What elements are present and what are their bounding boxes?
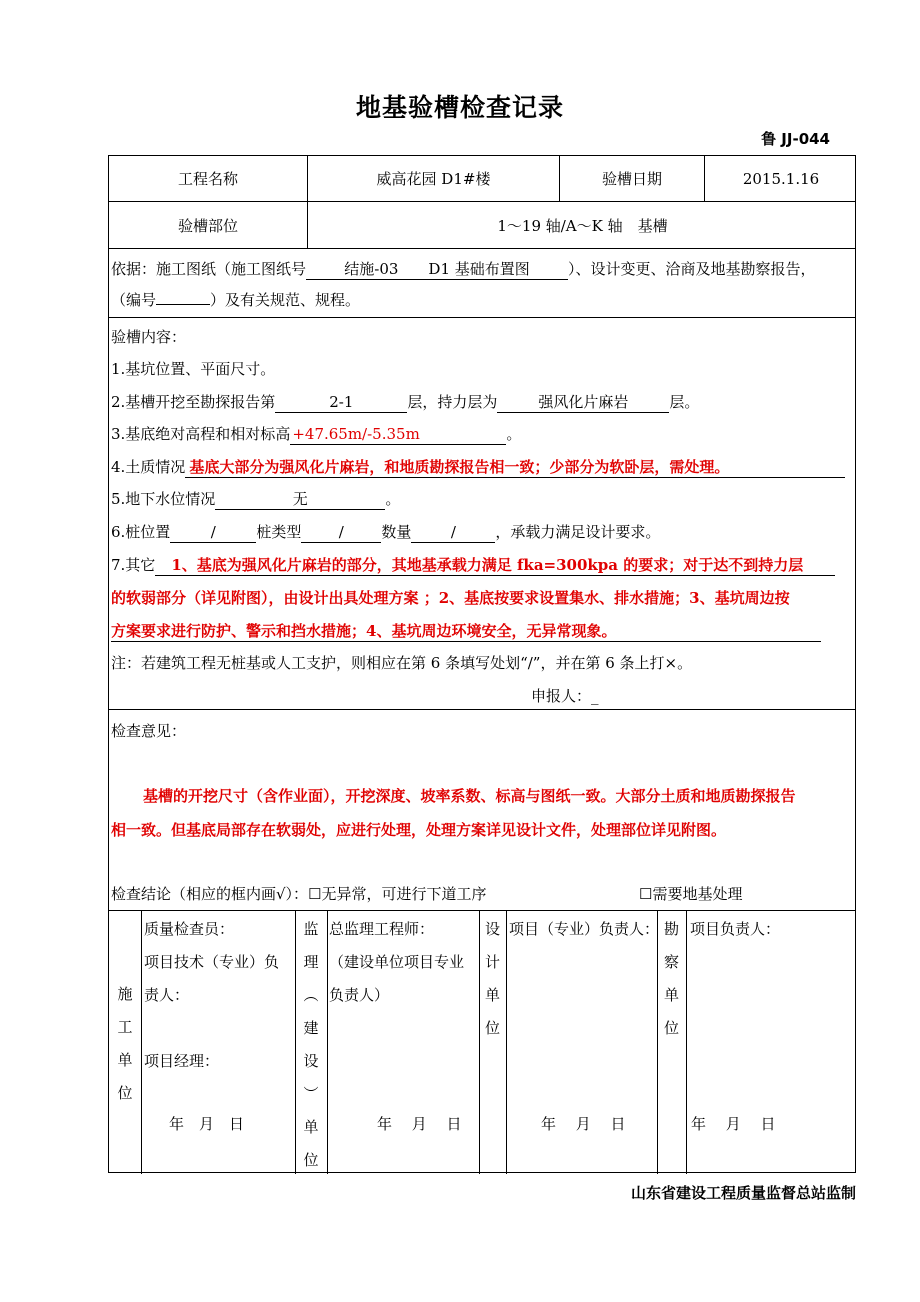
date-value: 2015.1.16	[742, 169, 820, 188]
note: 注：若建筑工程无桩基或人工支护，则相应在第 6 条填写处划“/”，并在第 6 条上打×。	[111, 654, 693, 672]
col-divider	[506, 910, 507, 1174]
item-4-text: 4.土质情况	[111, 458, 186, 476]
row-divider	[109, 248, 855, 249]
option-no-abnormality[interactable]: ☐无异常，可进行下道工序	[308, 885, 487, 903]
survey-sign-date: 年 月 日	[691, 1115, 776, 1133]
label-char: ︵	[303, 986, 319, 1004]
basis-line-1	[111, 259, 816, 280]
item-4	[111, 457, 845, 478]
basis-line-2	[111, 290, 360, 310]
item-2	[111, 392, 699, 413]
option-foundation-treatment[interactable]: ☐需要地基处理	[639, 885, 743, 903]
other-notes-line-3: 方案要求进行防护、警示和挡水措施；4、基坑周边环境安全，无异常现象。	[111, 622, 821, 642]
label-char: 建	[303, 1019, 319, 1037]
design-sign-date: 年 月 日	[541, 1115, 626, 1133]
construction-unit-label	[109, 978, 141, 1110]
item-6	[111, 522, 660, 543]
basis-line2-suffix: ）及有关规范、规程。	[210, 291, 361, 309]
inspection-heading: 检查意见：	[111, 722, 187, 740]
location-value: 1～19 轴/A～K 轴 基槽	[497, 216, 668, 235]
pile-type-value: /	[301, 523, 381, 543]
basis-line2-prefix: （编号	[111, 291, 157, 309]
label-char: 单	[117, 1051, 133, 1069]
issuer-footer: 山东省建设工程质量监督总站监制	[630, 1184, 856, 1202]
item-6-text-d: ，承载力满足设计要求。	[495, 523, 661, 541]
label-char: ︶	[303, 1085, 319, 1103]
item-6-text-b: 桩类型	[256, 523, 302, 541]
form-code: 鲁 JJ-044	[761, 130, 830, 148]
col-divider	[327, 910, 328, 1174]
report-number-blank	[156, 304, 210, 305]
supervision-sign-date: 年 月 日	[377, 1115, 462, 1133]
pile-quantity-value: /	[411, 523, 495, 543]
label-char: 设	[484, 920, 500, 938]
label-char: 位	[117, 1084, 133, 1102]
label-char: 施	[117, 985, 133, 1003]
item-3	[111, 424, 521, 445]
soil-condition-value: 基底大部分为强风化片麻岩，和地质勘探报告相一致；少部分为软卧层，需处理。	[185, 458, 845, 478]
row-divider	[109, 910, 855, 911]
opinion-line-2: 相一致。但基底局部存在软弱处，应进行处理，处理方案详见设计文件，处理部位详见附图。	[111, 821, 727, 839]
label-char: 设	[303, 1052, 319, 1070]
drawing-number: 结施-03 D1 基础布置图	[306, 260, 568, 280]
other-notes-line-1: 1、基底为强风化片麻岩的部分，其地基承载力满足 fka=300kpa 的要求；对于达不到持力层	[155, 556, 835, 576]
conclusion-label: 检查结论（相应的框内画√）：	[111, 885, 309, 903]
applicant: 申报人：_	[531, 687, 599, 705]
item-2-text: 2.基槽开挖至勘探报告第	[111, 393, 276, 411]
qc-inspector-label: 质量检查员：	[144, 920, 235, 938]
item-7-line-1	[111, 555, 835, 576]
survey-unit-label	[657, 913, 686, 1045]
inspection-form	[108, 155, 856, 1173]
location-label: 验槽部位	[177, 216, 238, 235]
item-2-text-b: 层，持力层为	[407, 393, 498, 411]
item-6-text: 6.桩位置	[111, 523, 171, 541]
project-manager-label: 项目经理：	[144, 1052, 220, 1070]
conclusion-row	[111, 884, 487, 904]
item-6-text-c: 数量	[381, 523, 412, 541]
label-char: 察	[663, 953, 679, 971]
item-1: 1.基坑位置、平面尺寸。	[111, 360, 276, 378]
item-3-text: 3.基底绝对高程和相对标高	[111, 425, 291, 443]
design-lead-label: 项目（专业）负责人：	[509, 920, 660, 938]
item-7-text: 7.其它	[111, 556, 156, 574]
bearing-layer: 强风化片麻岩	[497, 393, 669, 413]
elevation-value: +47.65m/-5.35m	[290, 425, 506, 445]
supervision-unit-label	[295, 913, 327, 1177]
tech-lead-label-1: 项目技术（专业）负	[144, 953, 280, 971]
pile-position-value: /	[170, 523, 256, 543]
label-char: 位	[484, 1019, 500, 1037]
label-char: 理	[303, 953, 319, 971]
item-5-end: 。	[385, 490, 401, 508]
project-name-label: 工程名称	[177, 170, 238, 188]
opinion-line-1: 基槽的开挖尺寸（含作业面），开挖深度、坡率系数、标高与图纸一致。大部分土质和地质勘探报告	[143, 787, 796, 805]
label-char: 单	[484, 986, 500, 1004]
other-notes-line-2: 的软弱部分（详见附图），由设计出具处理方案 ；2、基底按要求设置集水、排水措施；3、基坑周边按	[111, 589, 790, 607]
date-label: 验槽日期	[601, 170, 662, 188]
tech-lead-label-2: 责人：	[144, 986, 190, 1004]
row-divider	[109, 709, 855, 710]
basis-suffix: ）、设计变更、洽商及地基勘察报告，	[568, 260, 816, 278]
excavation-layer: 2-1	[275, 393, 407, 413]
label-char: 单	[303, 1118, 319, 1136]
item-7-line-3	[111, 621, 821, 642]
owner-lead-label-1: （建设单位项目专业	[329, 953, 465, 971]
content-heading: 验槽内容：	[111, 328, 187, 346]
construction-sign-date: 年 月 日	[169, 1115, 245, 1133]
label-char: 计	[484, 953, 500, 971]
label-char: 勘	[663, 920, 679, 938]
row-divider	[109, 317, 855, 318]
groundwater-value: 无	[215, 490, 385, 510]
item-5	[111, 489, 400, 510]
label-char: 位	[303, 1151, 319, 1169]
label-char: 单	[663, 986, 679, 1004]
label-char: 位	[663, 1019, 679, 1037]
basis-prefix: 依据：施工图纸（施工图纸号	[111, 260, 307, 278]
chief-supervisor-label: 总监理工程师：	[329, 920, 435, 938]
col-divider	[686, 910, 687, 1174]
document-title: 地基验槽检查记录	[355, 93, 564, 122]
design-unit-label	[479, 913, 506, 1045]
owner-lead-label-2: 负责人）	[329, 986, 390, 1004]
item-2-text-c: 层。	[669, 393, 700, 411]
project-name-value: 威高花园 D1#楼	[376, 170, 491, 188]
survey-lead-label: 项目负责人：	[690, 920, 781, 938]
item-5-text: 5.地下水位情况	[111, 490, 216, 508]
col-divider	[141, 910, 142, 1174]
item-3-end: 。	[506, 425, 522, 443]
label-char: 监	[303, 920, 319, 938]
label-char: 工	[117, 1018, 133, 1036]
